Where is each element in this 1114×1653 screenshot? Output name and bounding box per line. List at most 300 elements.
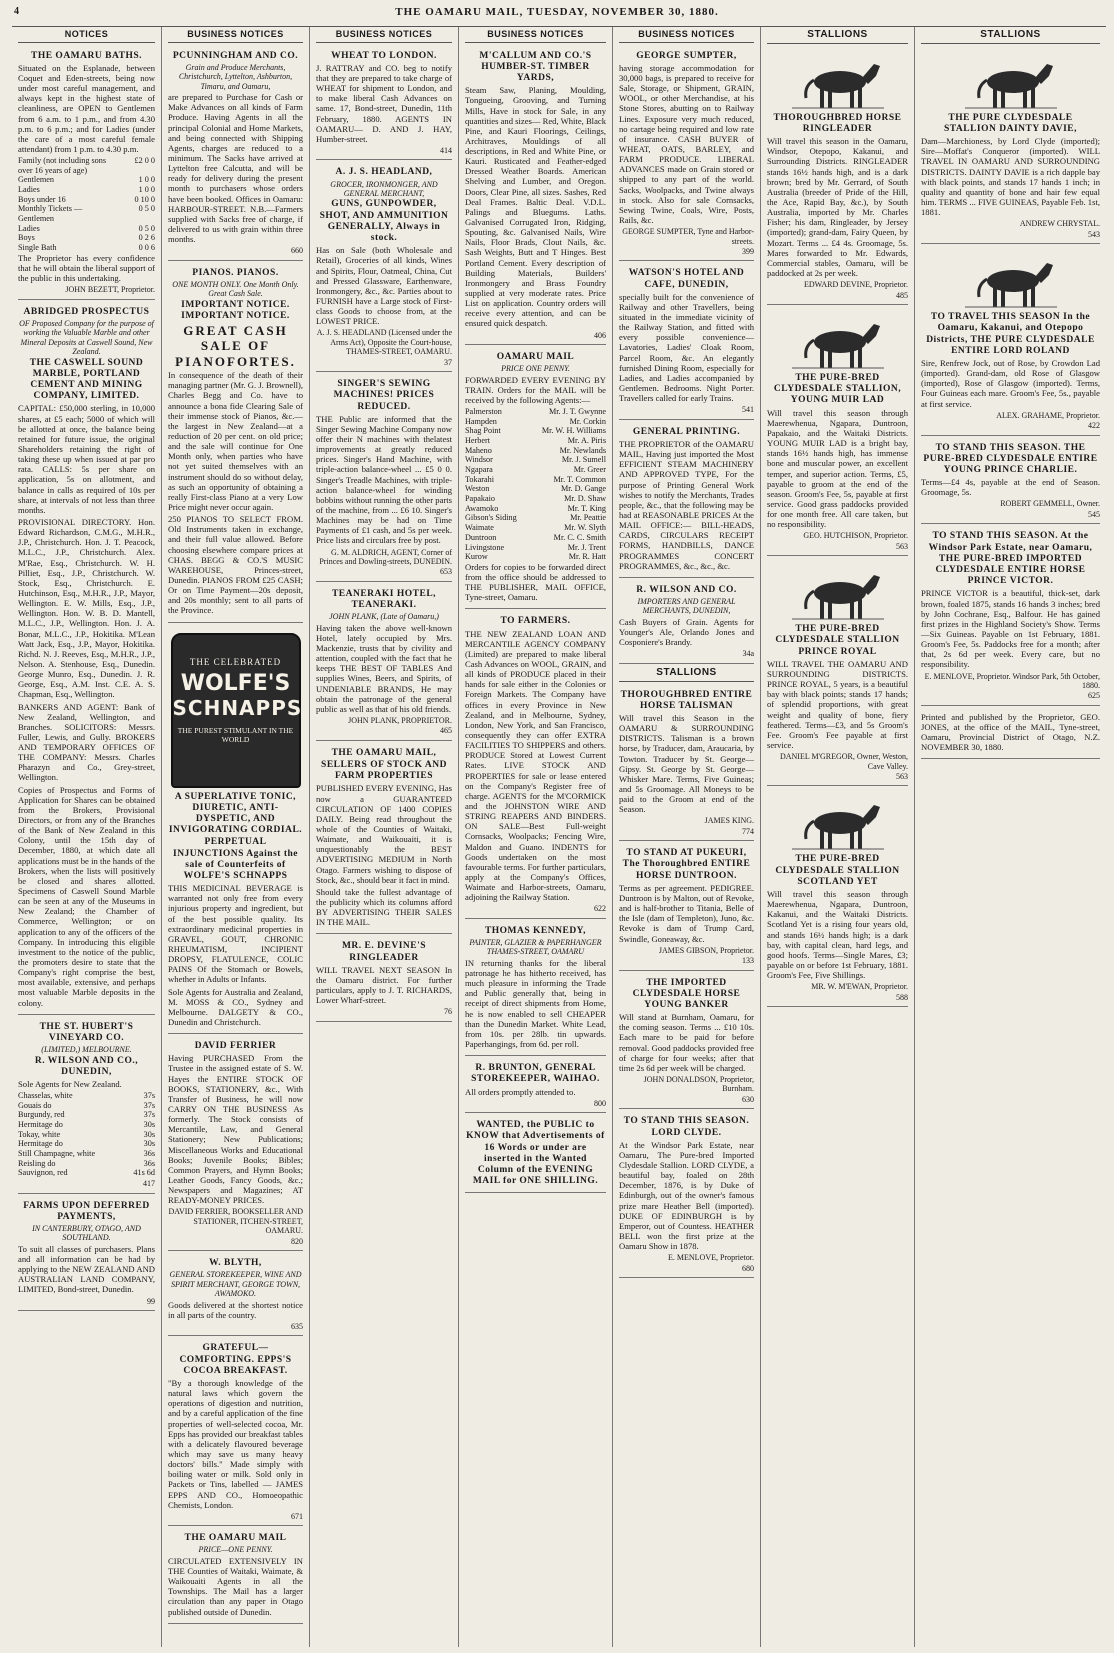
price-list-row [18, 1091, 155, 1101]
price-list-item: Ladies [18, 223, 40, 233]
price-list-value: Mr. W. Slyth [564, 523, 606, 533]
ad-body: All orders promptly attended to. [465, 1086, 576, 1097]
section-header: STALLIONS [767, 29, 908, 44]
ad-body: Situated on the Esplanade, between Coquet and Eden-streets, being now under most careful management, and always kept in the highest state of cleanliness, are OPEN to Gentlemen from 6 a.m. to 1 p.m., and from 4.30 p.m. to 6 p.m.; and for Ladies (under the care of a most careful female attendant) from 1 p.m. to 4.30 p.m. [18, 62, 155, 154]
price-list-item: Family (not including sons over 16 years of age) [18, 156, 107, 175]
ad-body: Printed and published by the Proprietor, GEO. JONES, at the office of the MAIL, Tyne-street, Oamaru, Provincial District of Otago, N.Z. NOVEMBER 30, 1880. [921, 711, 1100, 753]
price-list-value: 37s [143, 1091, 155, 1101]
ad-title: THE OAMARU MAIL, [331, 747, 437, 758]
price-list-row [465, 455, 606, 465]
price-list-row [465, 523, 606, 533]
ad-body: Terms—£4 4s, payable at the end of Season. Groomage, 5s. [921, 477, 1100, 498]
price-list-row [465, 426, 606, 436]
ad-reference-number: 635 [291, 1321, 303, 1331]
ad-signature: EDWARD DEVINE, Proprietor. [804, 280, 908, 290]
price-list-value: Mr. Newlands [559, 445, 606, 455]
advertisement [168, 1529, 303, 1623]
ad-title: DAVID FERRIER [194, 1041, 277, 1052]
price-list-item: Duntroon [465, 532, 497, 542]
ad-body: specially built for the convenience of Railway and other Travellers, being situated in the immediate vicinity of the Railway Station, and fitted with every possible convenience—Lavatories, Ladies' Cloak Room, Parcel Room, &c. An elegantly furnished Dining Room, especially for Ladies, and Ladies accompanied by Gentlemen. Bedrooms. Night Porter. Travellers called for early Trains. [619, 291, 754, 404]
ad-subtitle: OF Proposed Company for the purpose of working the Valuable Marble and other Mineral Deposits at Caswell Sound, New Zealand. [19, 318, 154, 357]
ad-reference-number: 680 [742, 1263, 754, 1273]
ad-title: THE PURE-BRED CLYDESDALE STALLION, YOUNG MUIR LAD [773, 373, 902, 406]
price-list-row [465, 436, 606, 446]
price-list-row [465, 533, 606, 543]
ad-body-continued: Sole Agents for Australia and Zealand, M. MOSS & CO., Sydney and Melbourne. DALGETY & CO., Dunedin and Christchurch. [168, 986, 303, 1027]
ad-body-continued: PROVISIONAL DIRECTORY. Hon. Edward Richardson, C.M.G., M.H.R., J.P., Christchurch. Hon. J. T. Peacock, M.L.C., J.P., Christchurch. Alex. M'Rae, Esq., Christchurch. W. H. Pilliet, Esq., J.P., Christchurch. W. Stock, Esq., Christchurch. E. Hutchinson, Esq., M.H.R., J.P., Mayor, Wellington. E. W. Mills, Esq., J.P., Wellington. Hon. W. B. D. Mantell, M.L.C., J.P., Wellington. Hon. J. A. Bonar, M.L.C., J.P., Hokitika. M'Lean Watt Jack, Esq., J.P., Mayor, Hokitika. Richd. N. J. Reeves, Esq., M.H.R., J.P., Nelson. A. Stenhouse, Esq., Dunedin. George Munro, Esq., Dunedin. J. R. George, Esq., A.M. Inst. C.E. A. S. Chapman, Esq., Wellington. [18, 516, 155, 700]
ad-body-continued: The Proprietor has every confidence that he will obtain the liberal support of the public in this undertaking. [18, 252, 155, 284]
price-list-value: 30s [143, 1139, 155, 1149]
price-list-value: 0 0 6 [138, 243, 155, 253]
ad-subtitle: PRICE—ONE PENNY. [198, 1545, 273, 1555]
horse-illustration [767, 564, 908, 622]
price-list-item: Gibson's Siding [465, 513, 517, 523]
ad-title: GEORGE SUMPTER, [636, 50, 737, 61]
price-list-value: Mr. D. Shaw [564, 494, 606, 504]
advertisement [619, 581, 754, 664]
ad-reference-number: 630 [742, 1094, 754, 1104]
newspaper-column [12, 27, 161, 1647]
ad-body: Sire, Renfrew Jock, out of Rose, by Crowdon Lad (imported). Grand-dam, old Rose of Glasgow (imported), Rose of Glasgow (imported). Terms, Four Guineas each mare. Groom's Fee, 5s., payable at first service. [921, 358, 1100, 409]
ad-signature: JAMES KING. [704, 816, 754, 826]
advertisement [619, 423, 754, 578]
ad-title-secondary: R. WILSON AND CO., DUNEDIN, [34, 1055, 139, 1077]
ad-body: THE Public are informed that the Singer Sewing Machine Company now offer their N machines with thelatest improvements at greatly reduced prices. Singer's Hand Machine, with triple-action balance-wheel ... £5 0 0. Singer's Treadle Machines, with triple-action balance-wheel for winding bobbins without running the other parts of the machine, from ... £6 10. Singer's Machines may be had on Time Payments of £1 cash, and 5s per week. Price lists and circulars free by post. [316, 413, 452, 546]
ad-reference-number: 422 [1088, 421, 1100, 431]
price-list-item: Shag Point [465, 426, 501, 436]
price-list-row [18, 1120, 155, 1130]
advertisement [316, 163, 452, 372]
ad-body: Will travel this season through Maerewhenua, Ngapara, Duntroon, Kakanui, and the Waitaki Districts. Scotland Yet is a rising four years old, and stands 16½ hands high; is a dark bay, with capital clean, hard legs, and good hoofs. Terms—Single Mares, £3; payable on or before 1st February, 1881. Groom's Fee, Five Shillings. [767, 889, 908, 981]
ad-subtitle: JOHN PLANK, (Late of Oamaru,) [329, 612, 439, 622]
price-list-row [18, 233, 155, 243]
advertisement [465, 922, 606, 1056]
price-list-item: Livingstone [465, 542, 505, 552]
price-list-item: Chasselas, white [18, 1091, 73, 1101]
price-list-item: Still Champagne, white [18, 1149, 96, 1159]
bottle-label-line: WOLFE'S [180, 671, 291, 697]
bottle-label-line: THE PUREST STIMULANT IN THE WORLD [177, 725, 294, 744]
advertisement [18, 303, 155, 1015]
ad-signature: JOHN BEZETT, Proprietor. [65, 285, 155, 295]
price-list-value: Mr. J. Sumell [561, 455, 606, 465]
ad-body-continued: Orders for copies to be forwarded direct from the office should be addressed to THE PUBLISHER, MAIL OFFICE, Tyne-street, Oamaru. [465, 561, 606, 603]
ad-reference-number: 34a [742, 649, 754, 659]
ad-signature: DANIEL M'GREGOR, Owner, Weston, Cave Valley. [779, 752, 908, 771]
ad-body-continued: 250 PIANOS TO SELECT FROM. Old Instruments taken in exchange, and their full value allowed. Before choosing elsewhere compare prices at CHAS. BEGG & CO.'S MUSIC WAREHOUSE, Princes-street, Dunedin. PIANOS FROM £25 CASH; Or on Time Payment—20s deposit, and 20s monthly; sent to all parts of the Province. [168, 514, 303, 616]
price-list-value: 1 0 0 [138, 185, 155, 195]
ad-reference-number: 543 [1088, 229, 1100, 239]
price-list-row [18, 1101, 155, 1111]
advertisement [18, 47, 155, 300]
ad-subtitle: IMPORTERS AND GENERAL MERCHANTS, DUNEDIN, [637, 597, 736, 616]
ad-title-secondary: IMPORTANT NOTICE. IMPORTANT NOTICE. [181, 299, 290, 321]
ad-body: Will travel this season in the Oamaru, Windsor, Otepopo, Kakanui, and Surrounding Districts. RINGLEADER stands 16½ hands high, and is a dark brown; bred by Mr. Gerrard, of South Australia (breeder of Pride of the Hill, the Ace, Rapid Bay, &c.), by South Australia, imported by Mr. Charles Fisher; his dam, Ringleader, by Jersey (imported); grand-dam, Fairy Queen, by Mozart. Terms ... £4 4s. Groomage, 5s. Mares forwarded to Mr. Edwards, Commercial stables, Oamaru, will be paddocked at 2s per week. [767, 136, 908, 279]
ad-signature: ANDREW CHRYSTAL. [1019, 219, 1100, 229]
price-list-row [18, 1149, 155, 1159]
ad-title: OAMARU MAIL [496, 352, 575, 363]
ad-body: Will stand at Burnham, Oamaru, for the coming season. Terms ... £10 10s. Each mare to be paid for before removal. Good paddocks provided free of charge for four weeks; after that time 2s 6d per week will be charged. [619, 1012, 754, 1073]
ad-signature: A. J. S. HEADLAND (Licensed under the Arms Act), Opposite the Court-house, THAMES-STREET, OAMARU. [316, 328, 452, 357]
advertisement [168, 1339, 303, 1526]
advertisement [168, 1037, 303, 1251]
ad-reference-number: 545 [1088, 509, 1100, 519]
section-header: STALLIONS [921, 29, 1100, 44]
ad-title: TO FARMERS. [500, 616, 571, 627]
ad-title: R. WILSON AND CO. [636, 584, 737, 595]
ad-title: THOROUGHBRED HORSE RINGLEADER [773, 112, 902, 134]
price-list-row [18, 204, 155, 223]
ad-title: R. BRUNTON, GENERAL STOREKEEPER, WAIHAO. [471, 1063, 600, 1085]
price-list-item: Herbert [465, 436, 491, 446]
advertisement [316, 937, 452, 1021]
advertisement [465, 1116, 606, 1193]
price-list-value: 37s [143, 1110, 155, 1120]
advertisement [619, 1112, 754, 1278]
price-list-value: Mr. Corkin [569, 416, 606, 426]
newspaper-column [914, 27, 1106, 1647]
ad-reference-number: 563 [896, 541, 908, 551]
advertisement [921, 709, 1100, 760]
price-list-value: Mr. T. Common [553, 474, 606, 484]
ad-title-secondary: GUNS, GUNPOWDER, SHOT, AND AMMUNITION GENERALLY, Always in stock. [319, 199, 449, 244]
ad-signature: GEO. HUTCHISON, Proprietor. [803, 531, 908, 541]
price-list-row [465, 494, 606, 504]
price-list-item: Waimate [465, 523, 494, 533]
advertisement [465, 1059, 606, 1113]
price-list-item: Tokarahi [465, 474, 494, 484]
price-list [18, 1091, 155, 1178]
ad-title: THE PURE CLYDESDALE STALLION DAINTY DAVIE, [943, 112, 1078, 134]
price-list-value: Mr. A. Piris [567, 436, 606, 446]
price-list-value: 1 0 0 [138, 175, 155, 185]
ad-title-secondary: SELLERS OF STOCK AND FARM PROPERTIES [321, 760, 447, 782]
price-list-row [18, 1130, 155, 1140]
masthead [0, 0, 1114, 26]
page-number: 4 [14, 6, 20, 17]
price-list-row [18, 224, 155, 234]
ad-reference-number: 485 [896, 290, 908, 300]
price-list-row [465, 407, 606, 417]
price-list-item: Tokay, white [18, 1129, 61, 1139]
ad-body: CAPITAL: £50,000 sterling, in 10,000 shares, at £5 each; 5000 of which will be allotted at once, the balance being retained for future issue, the original Shareholders retaining the right of taking these up when issued at par pro rata. CALLS: 5s per share on application, 5s on allotment, and balance in calls as required of 10s per share, at intervals of not less than three months. [18, 403, 155, 515]
ad-title: PIANOS. PIANOS. [192, 267, 279, 278]
price-list-value: 36s [143, 1149, 155, 1159]
ad-signature: ROBERT GEMMELL, Owner. [1000, 499, 1100, 509]
ad-body: Cash Buyers of Grain. Agents for Younger's Ale, Orlando Jones and Cosponiere's Brandy. [619, 616, 754, 648]
newspaper-column [458, 27, 612, 1647]
price-list-item: Weston [465, 484, 490, 494]
section-header: NOTICES [18, 29, 155, 43]
price-list-item: Single Bath [18, 243, 57, 253]
ad-signature: JOHN DONALDSON, Proprietor, Burnham. [643, 1075, 754, 1094]
ad-body: IN returning thanks for the liberal patronage he has hitherto received, has much pleasure in informing the Trade and Public generally that, being in receipt of direct shipments from Home, he is now enabled to sell CHEAPER than the Dunedin Market. White Lead, from 10s. per 28lb. tin upwards. Paperhangings, from 6d. per roll. [465, 957, 606, 1050]
ad-body: are prepared to Purchase for Cash or Make Advances on all kinds of Farm Produce. Having Agents in all the principal Colonial and Home Markets, and being connected with Shipping Agents, charges are reduced to a minimum. The Sacks have arrived at Lyttelton free Calcutta, and will be ready for delivery during the present month to purchasers whose orders have been booked. Offices in Oamaru: HARBOUR-STREET. N.B.—Farmers supplied with Sacks free of charge, if delivered to us with grain within three months. [168, 92, 303, 245]
ad-subtitle: Grain and Produce Merchants, Christchurch, Lyttelton, Ashburton, Timaru, and Oamaru, [178, 62, 293, 91]
ad-title-secondary: THE CASWELL SOUND MARBLE, PORTLAND CEMENT AND MINING COMPANY, LIMITED. [29, 357, 144, 402]
price-list-value: Mr. Peattie [570, 513, 606, 523]
wolfes-schnapps-bottle-illustration [171, 633, 301, 788]
price-list-item: Sauvignon, red [18, 1168, 68, 1178]
price-list-row [18, 195, 155, 205]
advertisement [619, 844, 754, 970]
ad-reference-number: 406 [594, 330, 606, 340]
ad-body: Terms as per agreement. PEDIGREE. Duntroon is by Malton, out of Revoke, and is half-brother to Titania, Belle of the Isle (dam of Templeton), Juno, &c. Revoke is dam of Trump Card, Swindle, Goneaway, &c. [619, 882, 754, 944]
price-list-value: 0 2 6 [138, 233, 155, 243]
ad-body-continued: Should take the fullest advantage of the publicity which its columns afford BY ADVERTISING THEIR SALES IN THE MAIL. [316, 886, 452, 928]
price-list-value: 0 5 0 [138, 223, 155, 233]
ad-title: PCUNNINGHAM AND CO. [172, 50, 299, 61]
horse-illustration [921, 53, 1100, 111]
advertisement [316, 585, 452, 741]
price-list [18, 156, 155, 253]
ad-reference-number: 399 [742, 246, 754, 256]
ad-body: Steam Saw, Planing, Moulding, Tongueing, Grooving, and Turning Mills, Have in stock for Sale, in any quantities and sizes— Red, White, Black Pine, and Kauri Floorings, Ceilings, Architraves, Mouldings of all descriptions, in Red and White Pine, or Kauri. Rusticated and Feather-edged Dressed Weather Boards. American Shelving and Lumber, and Oregon. Doors, Clear Pine, all sizes. Sashes, Red Deal Frames. Baltic Deal. V.D.L. Palings and Bluegums. Laths. Galvanised Corrugated Iron, Ridging, Spouting, &c. Galvanised Nails, Wire Nails, Floor Brads, Clout Nails, &c. Sash Weights, Butt and T Hinges. Best Portland Cement. Every description of Building Materials, Builders' Ironmongery and Brass Foundry supplied at very moderate rates. Price List on application. Country orders will receive every attention, and can be ensured quick despatch. [465, 85, 606, 329]
advertisement [921, 527, 1100, 705]
advertisement [316, 47, 452, 161]
price-list-row [18, 1159, 155, 1169]
bottle-label-line: SCHNAPPS [172, 696, 303, 721]
advertisement [465, 348, 606, 609]
ad-signature: JOHN PLANK, PROPRIETOR. [348, 716, 452, 725]
ad-reference-number: 465 [440, 726, 452, 736]
ad-title: TEANERAKI HOTEL, TEANERAKI. [331, 588, 437, 611]
price-list-item: Boys under 16 [18, 194, 66, 204]
price-list-value: 0 10 0 [134, 194, 155, 204]
ad-reference-number: 76 [444, 1007, 452, 1017]
advertisement [767, 789, 908, 1007]
ad-title: TO STAND THIS SEASON. LORD CLYDE. [623, 1116, 750, 1138]
advertisement [465, 612, 606, 918]
price-list-value: 41s 6d [133, 1168, 155, 1178]
ad-signature: E. MENLOVE, Proprietor. [668, 1253, 754, 1263]
price-list-row [18, 1168, 155, 1178]
newspaper-column [309, 27, 458, 1647]
ad-title: GRATEFUL—COMFORTING. EPPS'S COCOA BREAKFAST. [179, 1343, 292, 1376]
ad-body: Dam—Marchioness, by Lord Clyde (imported); Sire—Moffat's Conqueror (imported). WILL TRAVEL IN OAMARU AND SURROUNDING DISTRICTS. DAINTY DAVIE is a rich dapple bay with black points, and stands 17 hands 1 inch; in quality and quantity of bone and hair few equal him. TERMS ... FIVE GUINEAS, Payable Feb. 1st, 1881. [921, 136, 1100, 218]
price-list-value: Mr. R. Hatt [568, 552, 606, 562]
advertisement [18, 1018, 155, 1194]
ad-subtitle: IN CANTERBURY, OTAGO, AND SOUTHLAND. [32, 1224, 141, 1243]
section-header: BUSINESS NOTICES [168, 29, 303, 43]
ad-reference-number: 133 [742, 956, 754, 966]
price-list-value: Mr. W. H. Williams [541, 426, 606, 436]
columns-container [12, 26, 1106, 1646]
ad-body-continued: BANKERS AND AGENT: Bank of New Zealand, Wellington, and Branches. SOLICITORS: Messrs. Fuller, Lewis, and Gully. BROKERS AND TEMPORARY OFFICES OF THE COMPANY: Messrs. Charles Pharazyn and Co., Grey-street, Wellington. [18, 701, 155, 783]
ad-body: Having taken the above well-known Hotel, lately occupied by Mrs. Mackenzie, trusts that by civility and attention, coupled with the fact that he keeps THE BEST OF TABLES And supplies Wines, Beers, and Spirits, of UNDENIABLE BRANDS, He may obtain the patronage of the general public as well as that of his old friends. [316, 622, 452, 714]
price-list-row [465, 552, 606, 562]
advertisement [168, 626, 303, 1035]
price-list-item: Kurow [465, 552, 488, 562]
ad-reference-number: 541 [742, 405, 754, 415]
ad-title: W. BLYTH, [209, 1258, 262, 1269]
newspaper-column [161, 27, 309, 1647]
ad-title: ABRIDGED PROSPECTUS [23, 306, 150, 317]
ad-title: THOROUGHBRED ENTIRE HORSE TALISMAN [620, 689, 753, 711]
ad-title: TO TRAVEL THIS SEASON In the Oamaru, Kakanui, and Otepopo Districts, THE PURE CLYDESDALE ENTIRE LORD ROLAND [926, 312, 1095, 356]
price-list-item: Windsor [465, 455, 493, 465]
price-list-item: Gentlemen [18, 175, 54, 185]
price-list-value: 30s [143, 1129, 155, 1139]
ad-signature: GEORGE SUMPTER, Tyne and Harbor-streets. [622, 227, 754, 246]
ad-signature: G. M. ALDRICH, AGENT, Corner of Princes and Dowling-streets, DUNEDIN. [319, 547, 452, 567]
ad-reference-number: 625 [1088, 691, 1100, 701]
ad-signature: E. MENLOVE, Proprietor. Windsor Park, 5th October, 1880. [924, 671, 1100, 690]
ad-title: THE PURE-BRED CLYDESDALE STALLION SCOTLAND YET [775, 854, 900, 887]
ad-subtitle: GENERAL STOREKEEPER, WINE AND SPIRIT MERCHANT, GEORGE TOWN, AWAMOKO. [169, 1270, 302, 1299]
price-list-value: Mr. C. C. Smith [553, 532, 606, 542]
price-list-value: Mr. J. T. Gwynne [548, 407, 606, 417]
ad-signature: JAMES GIBSON, Proprietor. [658, 945, 754, 955]
advertisement [18, 1197, 155, 1311]
advertisement [921, 247, 1100, 435]
price-list-row [18, 1139, 155, 1149]
ad-body: J. RATTRAY and CO. beg to notify that they are prepared to take charge of WHEAT for shipment to London, and to make liberal Cash Advances on same. 17, Bond-street, Dunedin, 11th February, 1880. AGENTS IN OAMARU— D. AND J. HAY, Humber-street. [316, 62, 452, 144]
ad-body: WILL TRAVEL THE OAMARU AND SURROUNDING DISTRICTS. PRINCE ROYAL, 5 years, is a beautiful bay with black points; stands 17 hands; of splendid proportions, with great weight and quality of bone, fiery feathered. Terms—£3, and 5s Groom's Fee. Groom's Fee payable at first service. [767, 658, 908, 750]
ad-title: MR. E. DEVINE'S RINGLEADER [341, 941, 427, 963]
price-list-row [465, 543, 606, 553]
advertisement [619, 974, 754, 1110]
ad-reference-number: 671 [291, 1511, 303, 1521]
price-list-item: Ladies [18, 185, 40, 195]
price-list-row [18, 175, 155, 185]
ad-title: THE OAMARU BATHS. [31, 50, 142, 61]
price-list-value: Mr. T. King [567, 503, 606, 513]
advertisement [168, 1254, 303, 1336]
price-list-value: 36s [143, 1158, 155, 1168]
ad-body: THIS MEDICINAL BEVERAGE is warranted not only free from every injurious property and ingredient, but of the best possible quality. Its extraordinary medicinal properties in GRAVEL, GOUT, CHRONIC RHEUMATISM, INCIPIENT DROPSY, FLATULENCE, COLIC PAINS Of the Stomach or Bowels, whether in Adults or Infants. [168, 883, 303, 985]
ad-reference-number: 820 [291, 1236, 303, 1246]
price-list-row [465, 446, 606, 456]
price-list-item: Papakaio [465, 494, 496, 504]
ad-reference-number: 660 [291, 246, 303, 256]
price-list-value: Mr. D. Gange [560, 484, 606, 494]
price-list-row [465, 417, 606, 427]
ad-subtitle: PAINTER, GLAZIER & PAPERHANGER THAMES-STREET, OAMARU [469, 938, 602, 957]
advertisement [619, 47, 754, 262]
ad-title: A. J. S. HEADLAND, [335, 167, 433, 178]
ad-title: WATSON'S HOTEL AND CAFE, DUNEDIN, [628, 268, 745, 290]
price-list-row [18, 156, 155, 175]
ad-body: Will travel this season through Maerewhenua, Ngapara, Duntroon, Papakaio, and the Waitaki Districts. YOUNG MUIR LAD is a bright bay, stands 16½ hands high, has immense bone and muscular power, an excellent temper, and superior action. Terms, £5, payable to groom at the end of the season. Groom's Fee, 5s, payable at first service. Good grass paddocks provided for one month free. All care taken, but no responsibility. [767, 407, 908, 530]
ad-title: WHEAT TO LONDON. [331, 50, 437, 61]
advertisement [921, 48, 1100, 244]
horse-illustration [767, 53, 908, 111]
horse-illustration [767, 794, 908, 852]
ad-body: At the Windsor Park Estate, near Oamaru, The Pure-bred Imported Clydesdale Stallion. LORD CLYDE, a beautiful bay, foaled on 28th December, 1876, is by Duke of Edinburgh, out of the owner's famous prize mare Heather Bell (imported). DUKE OF EDINBURGH is by Emperor, out of Countess. HEATHER BELL won the first prize at the Oamaru Show in 1878. [619, 1139, 754, 1252]
price-list-value: Mr. J. Trent [567, 542, 606, 552]
advertisement [767, 308, 908, 556]
ad-title: THOMAS KENNEDY, [484, 925, 587, 936]
ad-signature: MR. W. M'EWAN, Proprietor. [811, 982, 908, 992]
ad-body: PUBLISHED EVERY EVENING, Has now a GUARANTEED CIRCULATION OF 1400 COPIES DAILY. Being read throughout the whole of the Counties of Waitaki, Waimate, and Waikouaiti, it is unquestionably the BEST ADVERTISING MEDIUM in North Otago. Farmers wishing to dispose of Stock, &c., should bear it fact in mind. [316, 783, 452, 885]
price-list-value: Mr. Greer [573, 465, 606, 475]
price-list-item: Monthly Tickets — Gentlemen [18, 204, 83, 224]
ad-reference-number: 99 [147, 1296, 155, 1306]
ad-title: THE ST. HUBERT'S VINEYARD CO. [39, 1021, 134, 1043]
ad-subtitle: PRICE ONE PENNY. [501, 364, 570, 374]
ad-reference-number: 37 [444, 357, 452, 367]
advertisement [767, 48, 908, 305]
price-list-value: 37s [143, 1100, 155, 1110]
ad-reference-number: 800 [594, 1098, 606, 1108]
ad-title: THE OAMARU MAIL [184, 1533, 287, 1544]
ad-title: THE IMPORTED CLYDESDALE HORSE YOUNG BANKER [632, 977, 741, 1010]
advertisement [767, 559, 908, 786]
ad-body: FORWARDED EVERY EVENING BY TRAIN. Orders for the MAIL will be received by the following Agents:— [465, 374, 606, 405]
ad-body: Has on Sale (both Wholesale and Retail), Groceries of all kinds, Wines and Spirits, Flour, Oatmeal, China, Cut and Pressed Glassware, Earthenware, Ironmongery, &c., &c. Parties about to FURNISH have a Large stock of First-class Goods to choose from, at the LOWEST PRICE. [316, 245, 452, 327]
ad-body: having storage accommodation for 30,000 bags, is prepared to receive for Sale, Storage, or Shipment, GRAIN, WOOL, or other Merchandise, at his Stone Stores, abutting on to Railway Lines. Exposure very much reduced, no cartage being required and low rate of insurance. CASH BUYER of WHEAT, OATS, BARLEY, and FARM PRODUCE. LIBERAL ADVANCES made on Grain stored or shipped to any part of the world. Sacks, Woolpacks, and Twine always in stock. Also for sale Cornsacks, Sewing Twine, Coals, Wire, Posts, Rails, &c. [619, 62, 754, 225]
ad-reference-number: 588 [896, 992, 908, 1002]
section-header: BUSINESS NOTICES [619, 29, 754, 43]
price-list-row [465, 465, 606, 475]
advertisement [465, 47, 606, 345]
ad-body: Having PURCHASED From the Trustee in the assigned estate of S. W. Hayes the ENTIRE STOCK OF BOOKS, STATIONERY, &c., With Transfer of Business, he will now CARRY ON THE BUSINESS As formerly. The Stock consists of Mercantile, Law, and General Stationery; New Publications; Miscellaneous Works and Educational Books; Juvenile Books; Bibles; Common Prayers, and Hymn Books; Leather Goods, Fancy Goods, &c.; Newspapers and Magazines; AT READY-MONEY PRICES. [168, 1053, 303, 1206]
ad-title-display: GREAT CASH SALE OF PIANOFORTES. [175, 323, 296, 369]
ad-title-secondary: PERPETUAL INJUNCTIONS Against the sale of Counterfeits of WOLFE'S SCHNAPPS [173, 837, 298, 881]
price-list-item: Palmerston [465, 407, 502, 417]
ad-signature: DAVID FERRIER, BOOKSELLER AND STATIONER, ITCHEN-STREET, OAMARU. [168, 1207, 303, 1236]
ad-title: GENERAL PRINTING. [632, 426, 741, 437]
price-list-row [465, 475, 606, 485]
ad-title: M'CALLUM AND CO.'S HUMBER-ST. TIMBER YARDS, [479, 50, 592, 84]
ad-reference-number: 774 [742, 826, 754, 836]
price-list-item: Burgundy, red [18, 1110, 65, 1120]
ad-title: FARMS UPON DEFERRED PAYMENTS, [23, 1200, 150, 1222]
ad-reference-number: 414 [440, 145, 452, 155]
ad-title: TO STAND THIS SEASON. THE PURE-BRED CLYDESDALE ENTIRE YOUNG PRINCE CHARLIE. [923, 442, 1098, 475]
ad-title: TO STAND THIS SEASON. At the Windsor Park Estate, near Oamaru, THE PURE-BRED IMPORTED CLYDESDALE ENTIRE HORSE PRINCE VICTOR. [928, 531, 1093, 587]
price-list-row [465, 484, 606, 494]
horse-illustration [921, 252, 1100, 310]
price-list [465, 407, 606, 562]
price-list-row [465, 513, 606, 523]
ad-body: Goods delivered at the shortest notice in all parts of the country. [168, 1299, 303, 1320]
newspaper-column [760, 27, 914, 1647]
section-header: STALLIONS [619, 667, 754, 682]
price-list-row [18, 243, 155, 253]
horse-illustration [767, 313, 908, 371]
ad-subtitle: (LIMITED,) MELBOURNE. [41, 1045, 132, 1055]
price-list-item: Hampden [465, 416, 497, 426]
bottle-label-line: THE CELEBRATED [189, 656, 282, 667]
ad-title: WANTED, the PUBLIC to KNOW that Advertisements of 16 Words or under are inserted in the Wanted Column of the EVENING MAIL for ONE SHILLING. [466, 1120, 605, 1187]
ad-body-continued: Copies of Prospectus and Forms of Application for Shares can be obtained from the Brokers, Provisional Directors, or from any of the Branches of the Bank of New Zealand in this Colony, until the 15th day of December, 1880, at which date all applications must be in the hands of the Brokers, when the lists will positively be closed and shares allotted. Specimens of Caswell Sound Marble can be seen at any of the Museums in New Zealand; the Chamber of Commerce, Wellington; or on application to any of the officers of the Company. In introducing this eligible investment to the notice of the public, the promoters desire to state that the Company's right comprise the best, most available, extensive, and perhaps most valuable Marble deposits in the colony. [18, 784, 155, 1008]
ad-subtitle: GROCER, IRONMONGER, AND GENERAL MERCHANT, [330, 179, 438, 199]
ad-reference-number: 563 [896, 771, 908, 781]
ad-body: "By a thorough knowledge of the natural laws which govern the operations of digestion and nutrition, and by a careful application of the fine properties of well-selected cocoa, Mr. Epps has provided our breakfast tables with a delicately flavoured beverage which may save us many heavy doctors' bills." Made simply with boiling water or milk. Sold only in Packets or Tins, labelled — JAMES EPPS AND CO., Homoeopathic Chemists, London. [168, 1378, 303, 1510]
ad-subtitle: ONE MONTH ONLY. One Month Only. Great Cash Sale. [172, 279, 299, 299]
ad-body: To suit all classes of purchasers. Plans and all information can be had by applying to the NEW ZEALAND AND AUSTRALIAN LAND COMPANY, LIMITED, Bond-street, Dunedin. [18, 1243, 155, 1295]
ad-body: Will travel this Season in the OAMARU & SURROUNDING DISTRICTS. Talisman is a brown horse, by Traducer, dam, Araucaria, by Towton. Traducer by St. George—Gipsy. St. George by St. George—Whisker Mare. Terms, Five Guineas; and 5s Groomage. All Moneys to be paid to the Groom at end of the Season. [619, 712, 754, 815]
price-list-item: Hermitage do [18, 1139, 63, 1149]
price-list-value: £2 0 0 [134, 156, 155, 166]
price-list-item: Awamoko [465, 503, 499, 513]
ad-signature: ALEX. GRAHAME, Proprietor. [996, 410, 1100, 420]
ad-title: TO STAND AT PUKEURI, The Thoroughbred ENTIRE HORSE DUNTROON. [622, 848, 751, 881]
advertisement [168, 47, 303, 261]
advertisement [619, 264, 754, 419]
price-list-item: Reisling do [18, 1158, 56, 1168]
price-list-value: 30s [143, 1120, 155, 1130]
price-list-item: Hermitage do [18, 1120, 63, 1130]
price-list-row [465, 504, 606, 514]
section-header: BUSINESS NOTICES [316, 29, 452, 43]
ad-body: THE NEW ZEALAND LOAN AND MERCANTILE AGENCY COMPANY (Limited) are prepared to make liberal Cash Advances on WOOL, GRAIN, and all kinds of PRODUCE placed in their hands for sale either in the Colonies or Foreign Markets. The Company have offices in every Province in New Zealand, and in Melbourne, Sydney, London, New York, and San Francisco, consequently they can offer EXTRA FACILITIES TO SHIPPERS and others. PRODUCE Stored at Lowest Current Rates. LIVE STOCK AND PROPERTIES for sale or lease entered on the Company's Register free of charge. AGENTS for the M'CORMICK and the JOHNSTON WIRE AND STRING REAPERS AND BINDERS. ON SALE—Best Full-weight Cornsacks, Woolpacks; Fencing Wire, Maldon and Guano. INDENTS for Goods undertaken on the most favourable terms. For further particulars, apply at the Company's Offices, Waimate and Harbor-streets, Oamaru, adjoining the Railway Station. [465, 628, 606, 903]
ad-title: THE PURE-BRED CLYDESDALE STALLION PRINCE ROYAL [775, 624, 900, 657]
price-list-row [18, 1110, 155, 1120]
masthead-title: THE OAMARU MAIL, TUESDAY, NOVEMBER 30, 1880. [395, 6, 719, 18]
